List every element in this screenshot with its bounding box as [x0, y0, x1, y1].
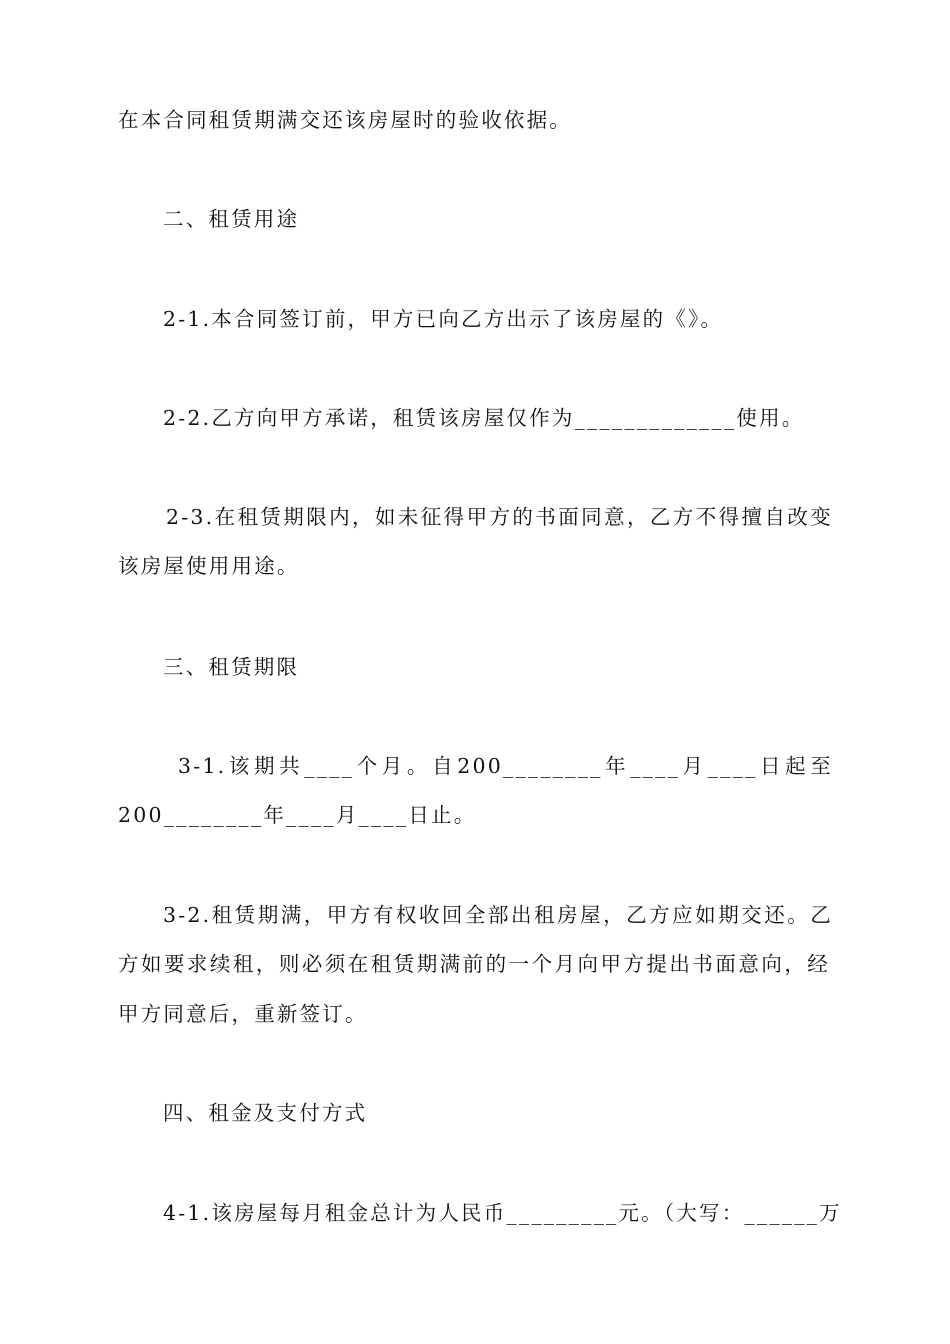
clause-2-1: 2-1.本合同签订前，甲方已向乙方出示了该房屋的《》。: [163, 307, 724, 331]
section-heading: 三、租赁期限: [163, 655, 300, 679]
clause-3-1-line-1: 3-1.该期共____个月。自200________年____月____日起至: [178, 754, 833, 778]
clause-3-2-line-1: 3-2.租赁期满，甲方有权收回全部出租房屋，乙方应如期交还。乙: [163, 903, 833, 927]
clause-4-1: 4-1.该房屋每月租金总计为人民币_________元。（大写：______万: [163, 1201, 842, 1225]
clause-2-2: 2-2.乙方向甲方承诺，租赁该房屋仅作为_____________使用。: [163, 406, 805, 430]
clause-3-2-line-2: 方如要求续租，则必须在租赁期满前的一个月向甲方提出书面意向，经: [118, 952, 830, 976]
section-heading: 四、租金及支付方式: [163, 1101, 368, 1125]
clause-2-3-line-1: 2-3.在租赁期限内，如未征得甲方的书面同意，乙方不得擅自改变: [166, 505, 833, 529]
clause-2-3-line-2: 该房屋使用用途。: [118, 554, 300, 578]
clause-3-2-line-3: 甲方同意后，重新签订。: [118, 1002, 368, 1026]
section-heading: 二、租赁用途: [163, 207, 300, 231]
clause-3-1-line-2: 200________年____月____日止。: [118, 803, 477, 827]
paragraph-line: 在本合同租赁期满交还该房屋时的验收依据。: [118, 108, 572, 132]
